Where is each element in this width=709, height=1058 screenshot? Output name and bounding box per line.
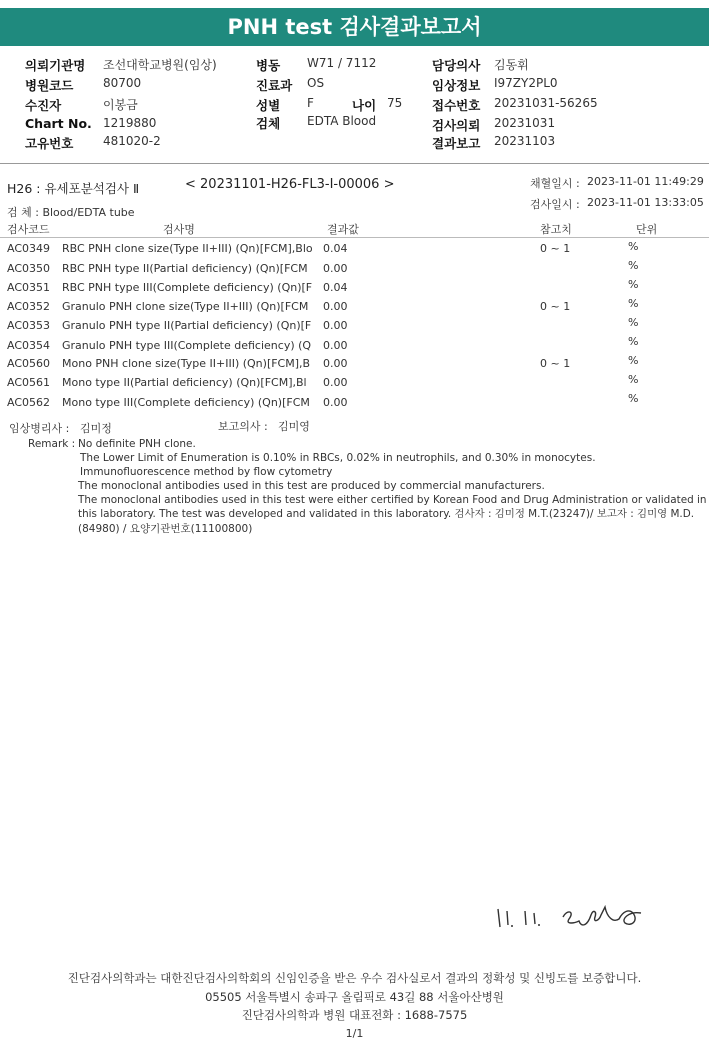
remark-paragraph-line: this laboratory. The test was developed and validated in this laboratory. 검사자 : 김미정 M.T.(23247)/ 보고자 : 김미영 M.D. <box>78 508 695 520</box>
col-header-code: 검사코드 <box>7 223 50 236</box>
value-chart-no: 1219880 <box>103 116 157 130</box>
row-code: AC0354 <box>7 339 51 352</box>
row-code: AC0562 <box>7 396 51 409</box>
table-row <box>0 300 709 319</box>
row-unit: % <box>628 373 639 386</box>
row-code: AC0561 <box>7 376 51 389</box>
row-code: AC0352 <box>7 300 51 313</box>
row-unit: % <box>628 278 639 291</box>
table-row <box>0 319 709 338</box>
row-code: AC0560 <box>7 357 51 370</box>
value-unique-id: 481020-2 <box>103 134 161 148</box>
row-unit: % <box>628 392 639 405</box>
report-title: PNH test 검사결과보고서 <box>0 8 709 46</box>
table-row <box>0 396 709 415</box>
row-unit: % <box>628 354 639 367</box>
row-code: AC0351 <box>7 281 51 294</box>
col-header-result: 결과값 <box>327 223 359 236</box>
page-number: 1/1 <box>345 1027 364 1040</box>
row-code: AC0349 <box>7 242 51 255</box>
footer-certification: 진단검사의학과는 대한진단검사의학회의 신임인증을 받은 우수 검사실로서 결과의 정확성 및 신빙도를 보증합니다. <box>67 971 642 985</box>
footer-contact: 진단검사의학과 병원 대표전화 : 1688-7575 <box>241 1008 468 1022</box>
row-result: 0.00 <box>323 262 348 275</box>
table-row <box>0 357 709 376</box>
row-test-name: RBC PNH type III(Complete deficiency) (Qn)[F <box>62 281 313 294</box>
value-sex: F <box>307 96 314 110</box>
col-header-ref: 참고치 <box>540 223 572 236</box>
row-result: 0.04 <box>323 281 348 294</box>
row-test-name: RBC PNH clone size(Type II+III) (Qn)[FCM],Blo <box>62 242 313 255</box>
table-row <box>0 281 709 300</box>
accession-number: < 20231101-H26-FL3-I-00006 > <box>185 177 395 192</box>
test-time-value: 2023-11-01 13:33:05 <box>587 196 704 209</box>
header-divider <box>0 163 709 164</box>
label-receipt-no: 접수번호 <box>432 98 481 113</box>
row-result: 0.00 <box>323 376 348 389</box>
row-unit: % <box>628 240 639 253</box>
value-patient-name: 이봉금 <box>103 98 138 112</box>
value-specimen: EDTA Blood <box>307 114 377 128</box>
row-unit: % <box>628 259 639 272</box>
reporting-doctor-label: 보고의사 : <box>218 420 268 433</box>
remark-conclusion: No definite PNH clone. <box>78 438 196 450</box>
remark-label: Remark : <box>28 438 76 450</box>
label-request-date: 검사의뢰 <box>432 118 481 133</box>
row-result: 0.00 <box>323 396 348 409</box>
test-time-label: 검사일시 : <box>530 198 580 211</box>
remark-line: The Lower Limit of Enumeration is 0.10% in RBCs, 0.02% in neutrophils, and 0.30% in monocytes. <box>80 452 596 464</box>
label-specimen: 검체 <box>256 116 281 131</box>
row-result: 0.04 <box>323 242 348 255</box>
table-header-divider <box>0 237 709 238</box>
label-requesting-institution: 의뢰기관명 <box>25 58 86 73</box>
clinical-technologist-label: 임상병리사 : <box>9 422 70 435</box>
label-attending-doctor: 담당의사 <box>432 58 481 73</box>
specimen-line: 검 체 : Blood/EDTA tube <box>7 206 135 219</box>
row-test-name: Mono type II(Partial deficiency) (Qn)[FCM],Bl <box>62 376 307 389</box>
table-row <box>0 376 709 395</box>
row-result: 0.00 <box>323 300 348 313</box>
row-result: 0.00 <box>323 357 348 370</box>
row-reference: 0 ~ 1 <box>540 300 571 313</box>
value-ward: W71 / 7112 <box>307 56 377 70</box>
value-clinical-info: I97ZY2PL0 <box>494 76 558 90</box>
label-clinical-info: 임상정보 <box>432 78 481 93</box>
value-requesting-institution: 조선대학교병원(임상) <box>103 58 217 72</box>
row-test-name: Granulo PNH type III(Complete deficiency) (Q <box>62 339 312 352</box>
table-row <box>0 339 709 358</box>
collection-time-label: 채혈일시 : <box>530 177 580 190</box>
row-result: 0.00 <box>323 319 348 332</box>
label-chart-no: Chart No. <box>25 116 92 131</box>
col-header-name: 검사명 <box>163 223 195 236</box>
label-age: 나이 <box>352 98 377 113</box>
row-unit: % <box>628 335 639 348</box>
value-department: OS <box>307 76 325 90</box>
row-code: AC0350 <box>7 262 51 275</box>
handwritten-signature <box>495 897 655 931</box>
row-unit: % <box>628 297 639 310</box>
col-header-unit: 단위 <box>636 223 658 236</box>
value-receipt-no: 20231031-56265 <box>494 96 598 110</box>
patient-info-header <box>0 52 709 160</box>
collection-time-value: 2023-11-01 11:49:29 <box>587 175 704 188</box>
reporting-doctor-name: 김미영 <box>278 420 310 433</box>
row-test-name: Granulo PNH type II(Partial deficiency) (Qn)[F <box>62 319 312 332</box>
row-unit: % <box>628 316 639 329</box>
test-section-title: H26 : 유세포분석검사 Ⅱ <box>7 181 140 196</box>
footer-address: 05505 서울특별시 송파구 올림픽로 43길 88 서울아산병원 <box>205 990 504 1004</box>
remark-line: Immunofluorescence method by flow cytometry <box>80 466 333 478</box>
table-row <box>0 262 709 281</box>
value-age: 75 <box>387 96 403 110</box>
row-reference: 0 ~ 1 <box>540 242 571 255</box>
value-request-date: 20231031 <box>494 116 556 130</box>
label-department: 진료과 <box>256 78 293 93</box>
row-code: AC0353 <box>7 319 51 332</box>
label-unique-id: 고유번호 <box>25 136 74 151</box>
value-report-date: 20231103 <box>494 134 556 148</box>
value-hospital-code: 80700 <box>103 76 142 90</box>
label-sex: 성별 <box>256 98 281 113</box>
row-test-name: Granulo PNH clone size(Type II+III) (Qn)[FCM <box>62 300 309 313</box>
label-patient-name: 수진자 <box>25 98 62 113</box>
label-ward: 병동 <box>256 58 281 73</box>
remark-paragraph-line: (84980) / 요양기관번호(11100800) <box>78 523 253 535</box>
clinical-technologist-name: 김미정 <box>80 422 112 435</box>
label-hospital-code: 병원코드 <box>25 78 74 93</box>
remark-paragraph-line: The monoclonal antibodies used in this test were either certified by Korean Food and Drug Administration or validated in <box>78 494 707 506</box>
table-row <box>0 242 709 261</box>
row-reference: 0 ~ 1 <box>540 357 571 370</box>
row-test-name: RBC PNH type II(Partial deficiency) (Qn)[FCM <box>62 262 308 275</box>
row-test-name: Mono type III(Complete deficiency) (Qn)[FCM <box>62 396 310 409</box>
remark-paragraph-line: The monoclonal antibodies used in this test are produced by commercial manufacturers. <box>78 480 545 492</box>
value-attending-doctor: 김동휘 <box>494 58 529 72</box>
row-result: 0.00 <box>323 339 348 352</box>
row-test-name: Mono PNH clone size(Type II+III) (Qn)[FCM],B <box>62 357 311 370</box>
label-report-date: 결과보고 <box>432 136 481 151</box>
